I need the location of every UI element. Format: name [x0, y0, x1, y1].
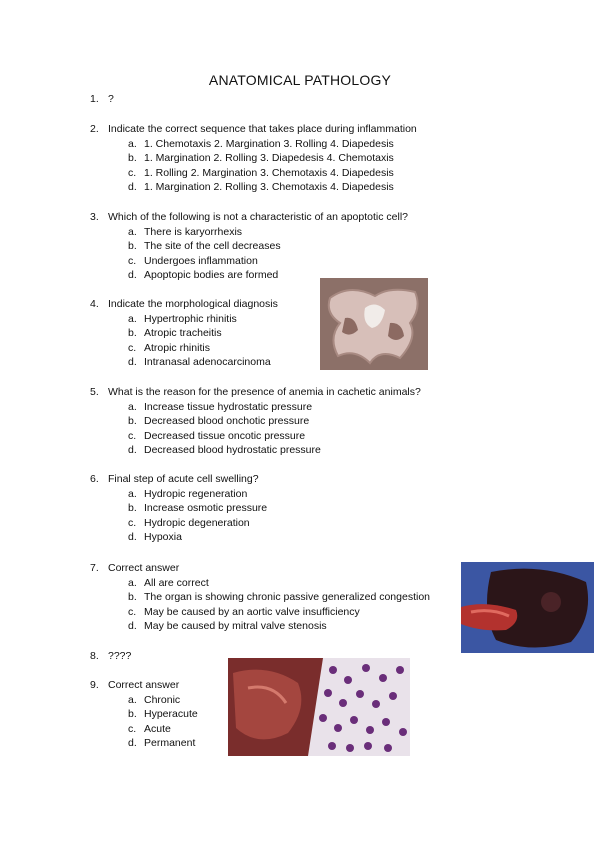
option-b: b. 1. Margination 2. Rolling 3. Diapedesis 4. Chemotaxis	[128, 152, 394, 165]
question-number: 7.	[90, 562, 99, 574]
option-c: c. May be caused by an aortic valve insufficiency	[128, 605, 360, 618]
option-list	[128, 312, 278, 370]
option-c: c. Undergoes inflammation	[128, 254, 258, 267]
question-8	[90, 649, 131, 664]
option-list	[128, 576, 430, 634]
option-b: b. The site of the cell decreases	[128, 240, 281, 253]
question-text: Correct answer	[108, 562, 180, 574]
option-d: d. May be caused by mitral valve stenosis	[128, 620, 327, 633]
option-a: a. There is karyorrhexis	[128, 225, 243, 238]
question-number: 6.	[90, 473, 99, 485]
option-d: d. Intranasal adenocarcinoma	[128, 356, 271, 369]
option-a: a. Hydropic regeneration	[128, 487, 248, 500]
option-a: a. All are correct	[128, 576, 209, 589]
option-list	[128, 693, 198, 751]
option-b: b. Increase osmotic pressure	[128, 502, 268, 515]
option-list	[128, 225, 408, 283]
option-a: a. Chronic	[128, 693, 181, 706]
option-c: c. Atropic rhinitis	[128, 341, 210, 354]
option-list	[128, 487, 267, 545]
option-a: a. 1. Chemotaxis 2. Margination 3. Rolling 4. Diapedesis	[128, 137, 394, 150]
question-7	[90, 561, 430, 634]
option-a: a. Hypertrophic rhinitis	[128, 312, 237, 325]
option-c: c. Decreased tissue oncotic pressure	[128, 429, 306, 442]
question-9	[90, 678, 198, 751]
option-d: d. Permanent	[128, 737, 196, 750]
question-6	[90, 472, 267, 545]
question-1	[90, 92, 114, 107]
question-number: 9.	[90, 679, 99, 691]
option-c: c. Hydropic degeneration	[128, 516, 250, 529]
question-text: Final step of acute cell swelling?	[108, 473, 259, 485]
page-title: ANATOMICAL PATHOLOGY	[208, 72, 392, 88]
question-number: 3.	[90, 211, 99, 223]
question-text: Which of the following is not a characteristic of an apoptotic cell?	[108, 211, 408, 223]
question-number: 4.	[90, 298, 99, 310]
option-a: a. Increase tissue hydrostatic pressure	[128, 400, 313, 413]
option-c: c. 1. Rolling 2. Margination 3. Chemotaxis 4. Diapedesis	[128, 166, 394, 179]
option-b: b. The organ is showing chronic passive generalized congestion	[128, 591, 431, 604]
question-text: What is the reason for the presence of anemia in cachetic animals?	[108, 386, 421, 398]
option-d: d. 1. Margination 2. Rolling 3. Chemotaxis 4. Diapedesis	[128, 181, 394, 194]
option-b: b. Hyperacute	[128, 708, 198, 721]
option-c: c. Acute	[128, 722, 171, 735]
option-list	[128, 400, 421, 458]
question-2	[90, 122, 417, 195]
lung-and-histology-photo	[228, 658, 410, 756]
question-number: 5.	[90, 386, 99, 398]
question-3	[90, 210, 408, 283]
question-text: ????	[108, 650, 132, 662]
question-text: Indicate the morphological diagnosis	[108, 298, 278, 310]
question-4	[90, 297, 278, 370]
option-d: d. Hypoxia	[128, 531, 182, 544]
question-number: 8.	[90, 650, 99, 662]
question-text: Indicate the correct sequence that takes place during inflammation	[108, 123, 417, 135]
option-d: d. Apoptopic bodies are formed	[128, 269, 279, 282]
nasal-section-photo	[320, 278, 428, 370]
question-5	[90, 385, 421, 458]
option-b: b. Decreased blood onchotic pressure	[128, 415, 310, 428]
option-list	[128, 137, 417, 195]
question-text: ?	[108, 93, 114, 105]
option-d: d. Decreased blood hydrostatic pressure	[128, 444, 321, 457]
question-number: 1.	[90, 93, 99, 105]
question-text: Correct answer	[108, 679, 180, 691]
question-number: 2.	[90, 123, 99, 135]
congested-organ-photo	[461, 562, 594, 653]
option-b: b. Atropic tracheitis	[128, 327, 222, 340]
